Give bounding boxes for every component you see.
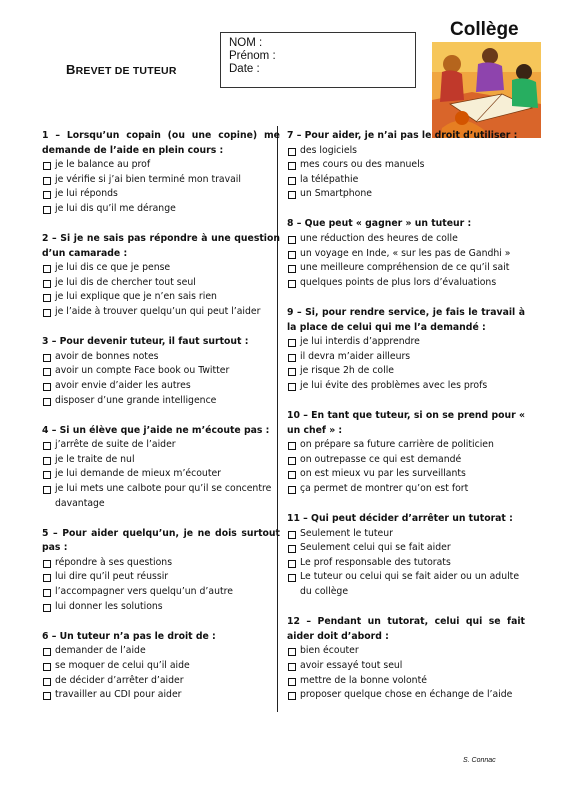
- students-studying-illustration: [432, 42, 541, 138]
- question-block: [42, 424, 280, 512]
- checkbox[interactable]: [43, 589, 51, 597]
- answer-option[interactable]: [287, 158, 525, 173]
- answer-option[interactable]: [42, 674, 280, 689]
- answer-option-label: je lui dis qu’il me dérange: [55, 202, 176, 214]
- answer-option-label: on prépare sa future carrière de politicien: [300, 439, 494, 451]
- checkbox[interactable]: [288, 648, 296, 656]
- answer-option-label: on est mieux vu par les surveillants: [300, 468, 466, 480]
- checkbox[interactable]: [43, 486, 51, 494]
- answer-option-label: je lui mets une calbote pour qu’il se concentre davantage: [55, 482, 272, 509]
- answer-option-label: je le balance au prof: [55, 159, 151, 171]
- checkbox[interactable]: [43, 574, 51, 582]
- checkbox[interactable]: [43, 294, 51, 302]
- student-id-box: [220, 32, 416, 88]
- date-field-label: Date :: [229, 63, 260, 75]
- answer-option-label: répondre à ses questions: [55, 556, 173, 568]
- answer-option-label: quelques points de plus lors d’évaluations: [300, 276, 497, 288]
- answer-option-label: je lui dis de chercher tout seul: [55, 276, 196, 288]
- question-block: [42, 630, 280, 703]
- question-block: [287, 306, 525, 394]
- checkbox[interactable]: [43, 191, 51, 199]
- checkbox[interactable]: [288, 354, 296, 362]
- checkbox[interactable]: [43, 663, 51, 671]
- answer-option-label: Le prof responsable des tutorats: [300, 556, 451, 568]
- answer-option-label: avoir essayé tout seul: [300, 659, 403, 671]
- checkbox[interactable]: [288, 678, 296, 686]
- checkbox[interactable]: [288, 560, 296, 568]
- answer-option[interactable]: [287, 688, 525, 703]
- answer-option[interactable]: [287, 261, 525, 276]
- question-heading: 9 – Si, pour rendre service, je fais le travail à la place de celui qui me l’a demandé :: [287, 306, 525, 333]
- checkbox[interactable]: [43, 280, 51, 288]
- answer-option-label: Seulement le tuteur: [300, 527, 393, 539]
- question-block: [287, 217, 525, 290]
- answer-option-label: il devra m’aider ailleurs: [300, 350, 411, 362]
- answer-option-label: disposer d’une grande intelligence: [55, 394, 217, 406]
- question-heading: 11 – Qui peut décider d’arrêter un tutorat :: [287, 513, 513, 525]
- checkbox[interactable]: [288, 486, 296, 494]
- checkbox[interactable]: [43, 206, 51, 214]
- answer-option-label: je lui dis ce que je pense: [55, 262, 171, 274]
- checkbox[interactable]: [288, 692, 296, 700]
- checkbox[interactable]: [43, 692, 51, 700]
- left-question-column: [42, 129, 280, 718]
- question-block: [42, 527, 280, 615]
- answer-option[interactable]: [287, 527, 525, 542]
- checkbox[interactable]: [288, 265, 296, 273]
- checkbox[interactable]: [43, 604, 51, 612]
- question-heading: 6 – Un tuteur n’a pas le droit de :: [42, 630, 216, 642]
- answer-option[interactable]: [287, 173, 525, 188]
- answer-option[interactable]: [287, 232, 525, 247]
- page-title-initial: B: [66, 62, 76, 77]
- question-block: [42, 232, 280, 320]
- answer-option-label: une meilleure compréhension de ce qu’il sait: [300, 262, 510, 274]
- checkbox[interactable]: [288, 339, 296, 347]
- checkbox[interactable]: [43, 442, 51, 450]
- checkbox[interactable]: [288, 383, 296, 391]
- answer-option[interactable]: [287, 482, 525, 497]
- answer-option-label: mettre de la bonne volonté: [300, 674, 427, 686]
- answer-option-label: avoir envie d’aider les autres: [55, 379, 191, 391]
- answer-option-label: je lui explique que je n’en sais rien: [55, 291, 217, 303]
- question-heading: 12 – Pendant un tutorat, celui qui se fait aider doit d’abord :: [287, 616, 525, 642]
- answer-option-label: travailler au CDI pour aider: [55, 689, 182, 701]
- answer-option[interactable]: [287, 187, 525, 202]
- answer-option[interactable]: [42, 261, 280, 276]
- answer-option[interactable]: [287, 659, 525, 674]
- answer-option-label: j’arrête de suite de l’aider: [55, 439, 176, 451]
- question-block: [42, 335, 280, 408]
- answer-option-label: je lui évite des problèmes avec les profs: [300, 379, 488, 391]
- checkbox[interactable]: [288, 545, 296, 553]
- answer-option[interactable]: [42, 276, 280, 291]
- answer-option[interactable]: [287, 453, 525, 468]
- right-question-column: [287, 129, 525, 718]
- page-title: [66, 62, 177, 77]
- answer-option[interactable]: [42, 187, 280, 202]
- answer-option-label: je lui interdis d’apprendre: [300, 336, 420, 348]
- answer-option[interactable]: [42, 600, 280, 615]
- checkbox[interactable]: [288, 280, 296, 288]
- checkbox[interactable]: [43, 383, 51, 391]
- question-block: [287, 512, 525, 600]
- answer-option[interactable]: [42, 202, 280, 217]
- question-heading: 2 – Si je ne sais pas répondre à une question d’un camarade :: [42, 233, 280, 259]
- answer-option-label: une réduction des heures de colle: [300, 233, 458, 245]
- checkbox[interactable]: [43, 457, 51, 465]
- answer-option[interactable]: [42, 482, 280, 511]
- checkbox[interactable]: [288, 531, 296, 539]
- checkbox[interactable]: [43, 309, 51, 317]
- answer-option[interactable]: [42, 644, 280, 659]
- answer-option[interactable]: [287, 276, 525, 291]
- answer-option[interactable]: [42, 438, 280, 453]
- checkbox[interactable]: [288, 442, 296, 450]
- answer-option[interactable]: [42, 570, 280, 585]
- checkbox[interactable]: [43, 177, 51, 185]
- college-label: Collège: [450, 19, 519, 40]
- checkbox[interactable]: [288, 251, 296, 259]
- checkbox[interactable]: [43, 162, 51, 170]
- checkbox[interactable]: [43, 354, 51, 362]
- answer-option[interactable]: [42, 688, 280, 703]
- author-signature: S. Connac: [463, 757, 496, 764]
- answer-option-label: la télépathie: [300, 173, 359, 185]
- question-heading: 5 – Pour aider quelqu’un, je ne dois surtout pas :: [42, 527, 280, 554]
- checkbox[interactable]: [288, 236, 296, 244]
- answer-option[interactable]: [287, 335, 525, 350]
- question-heading: 4 – Si un élève que j’aide ne m’écoute pas :: [42, 424, 270, 436]
- answer-option[interactable]: [42, 467, 280, 482]
- checkbox[interactable]: [288, 148, 296, 156]
- answer-option-label: bien écouter: [300, 645, 359, 657]
- answer-option-label: mes cours ou des manuels: [300, 159, 425, 171]
- checkbox[interactable]: [43, 398, 51, 406]
- answer-option[interactable]: [287, 541, 525, 556]
- answer-option-label: un Smartphone: [300, 188, 372, 200]
- answer-option-label: des logiciels: [300, 144, 358, 156]
- nom-field-label: NOM :: [229, 37, 263, 49]
- checkbox[interactable]: [43, 471, 51, 479]
- page-title-rest: REVET DE TUTEUR: [75, 65, 177, 77]
- checkbox[interactable]: [288, 177, 296, 185]
- checkbox[interactable]: [288, 471, 296, 479]
- answer-option-label: je lui réponds: [55, 188, 118, 200]
- answer-option[interactable]: [42, 364, 280, 379]
- answer-option[interactable]: [287, 379, 525, 394]
- checkbox[interactable]: [43, 560, 51, 568]
- answer-option[interactable]: [287, 364, 525, 379]
- question-block: [42, 129, 280, 217]
- answer-option-label: je le traite de nul: [55, 453, 135, 465]
- question-heading: 1 – Lorsqu’un copain (ou une copine) me demande de l’aide en plein cours :: [42, 130, 280, 156]
- checkbox[interactable]: [288, 574, 296, 582]
- checkbox[interactable]: [288, 663, 296, 671]
- answer-option[interactable]: [42, 659, 280, 674]
- answer-option[interactable]: [42, 394, 280, 409]
- answer-option[interactable]: [287, 644, 525, 659]
- answer-option[interactable]: [42, 158, 280, 173]
- answer-option-label: je vérifie si j’ai bien terminé mon travail: [55, 173, 241, 185]
- checkbox[interactable]: [288, 457, 296, 465]
- question-block: [287, 129, 525, 202]
- answer-option[interactable]: [42, 305, 280, 320]
- answer-option[interactable]: [42, 290, 280, 305]
- answer-option-label: on outrepasse ce qui est demandé: [300, 453, 462, 465]
- answer-option[interactable]: [42, 350, 280, 365]
- answer-option-label: proposer quelque chose en échange de l’aide: [300, 689, 513, 701]
- answer-option-label: je lui demande de mieux m’écouter: [55, 468, 222, 480]
- answer-option[interactable]: [42, 453, 280, 468]
- answer-option-label: lui dire qu’il peut réussir: [55, 571, 169, 583]
- answer-option-label: se moquer de celui qu’il aide: [55, 659, 190, 671]
- answer-option[interactable]: [42, 556, 280, 571]
- answer-option-label: Seulement celui qui se fait aider: [300, 542, 451, 554]
- answer-option[interactable]: [287, 247, 525, 262]
- question-heading: 8 – Que peut « gagner » un tuteur :: [287, 218, 472, 230]
- checkbox[interactable]: [288, 191, 296, 199]
- checkbox[interactable]: [43, 265, 51, 273]
- answer-option[interactable]: [287, 570, 525, 599]
- answer-option-label: ça permet de montrer qu’on est fort: [300, 482, 469, 494]
- answer-option-label: je l’aide à trouver quelqu’un qui peut l’aider: [55, 306, 261, 318]
- answer-option-label: Le tuteur ou celui qui se fait aider ou un adulte du collège: [300, 571, 520, 598]
- checkbox[interactable]: [43, 678, 51, 686]
- prenom-field-label: Prénom :: [229, 50, 276, 62]
- answer-option[interactable]: [287, 467, 525, 482]
- answer-option-label: avoir de bonnes notes: [55, 350, 159, 362]
- answer-option[interactable]: [42, 173, 280, 188]
- answer-option-label: un voyage en Inde, « sur les pas de Gandhi »: [300, 247, 511, 259]
- question-block: [287, 615, 525, 703]
- question-heading: 3 – Pour devenir tuteur, il faut surtout :: [42, 336, 249, 348]
- answer-option[interactable]: [287, 674, 525, 689]
- answer-option-label: lui donner les solutions: [55, 600, 163, 612]
- question-block: [287, 409, 525, 497]
- answer-option[interactable]: [287, 144, 525, 159]
- answer-option-label: de décider d’arrêter d’aider: [55, 674, 184, 686]
- answer-option[interactable]: [287, 350, 525, 365]
- answer-option-label: demander de l’aide: [55, 645, 146, 657]
- checkbox[interactable]: [43, 368, 51, 376]
- answer-option[interactable]: [42, 379, 280, 394]
- answer-option-label: l’accompagner vers quelqu’un d’autre: [55, 586, 233, 598]
- question-heading: 10 – En tant que tuteur, si on se prend pour « un chef » :: [287, 410, 525, 436]
- answer-option-label: je risque 2h de colle: [300, 365, 394, 377]
- checkbox[interactable]: [288, 162, 296, 170]
- answer-option-label: avoir un compte Face book ou Twitter: [55, 365, 230, 377]
- checkbox[interactable]: [288, 368, 296, 376]
- answer-option[interactable]: [287, 438, 525, 453]
- checkbox[interactable]: [43, 648, 51, 656]
- question-heading: 7 – Pour aider, je n’ai pas le droit d’utiliser :: [287, 130, 518, 141]
- answer-option[interactable]: [287, 556, 525, 571]
- answer-option[interactable]: [42, 585, 280, 600]
